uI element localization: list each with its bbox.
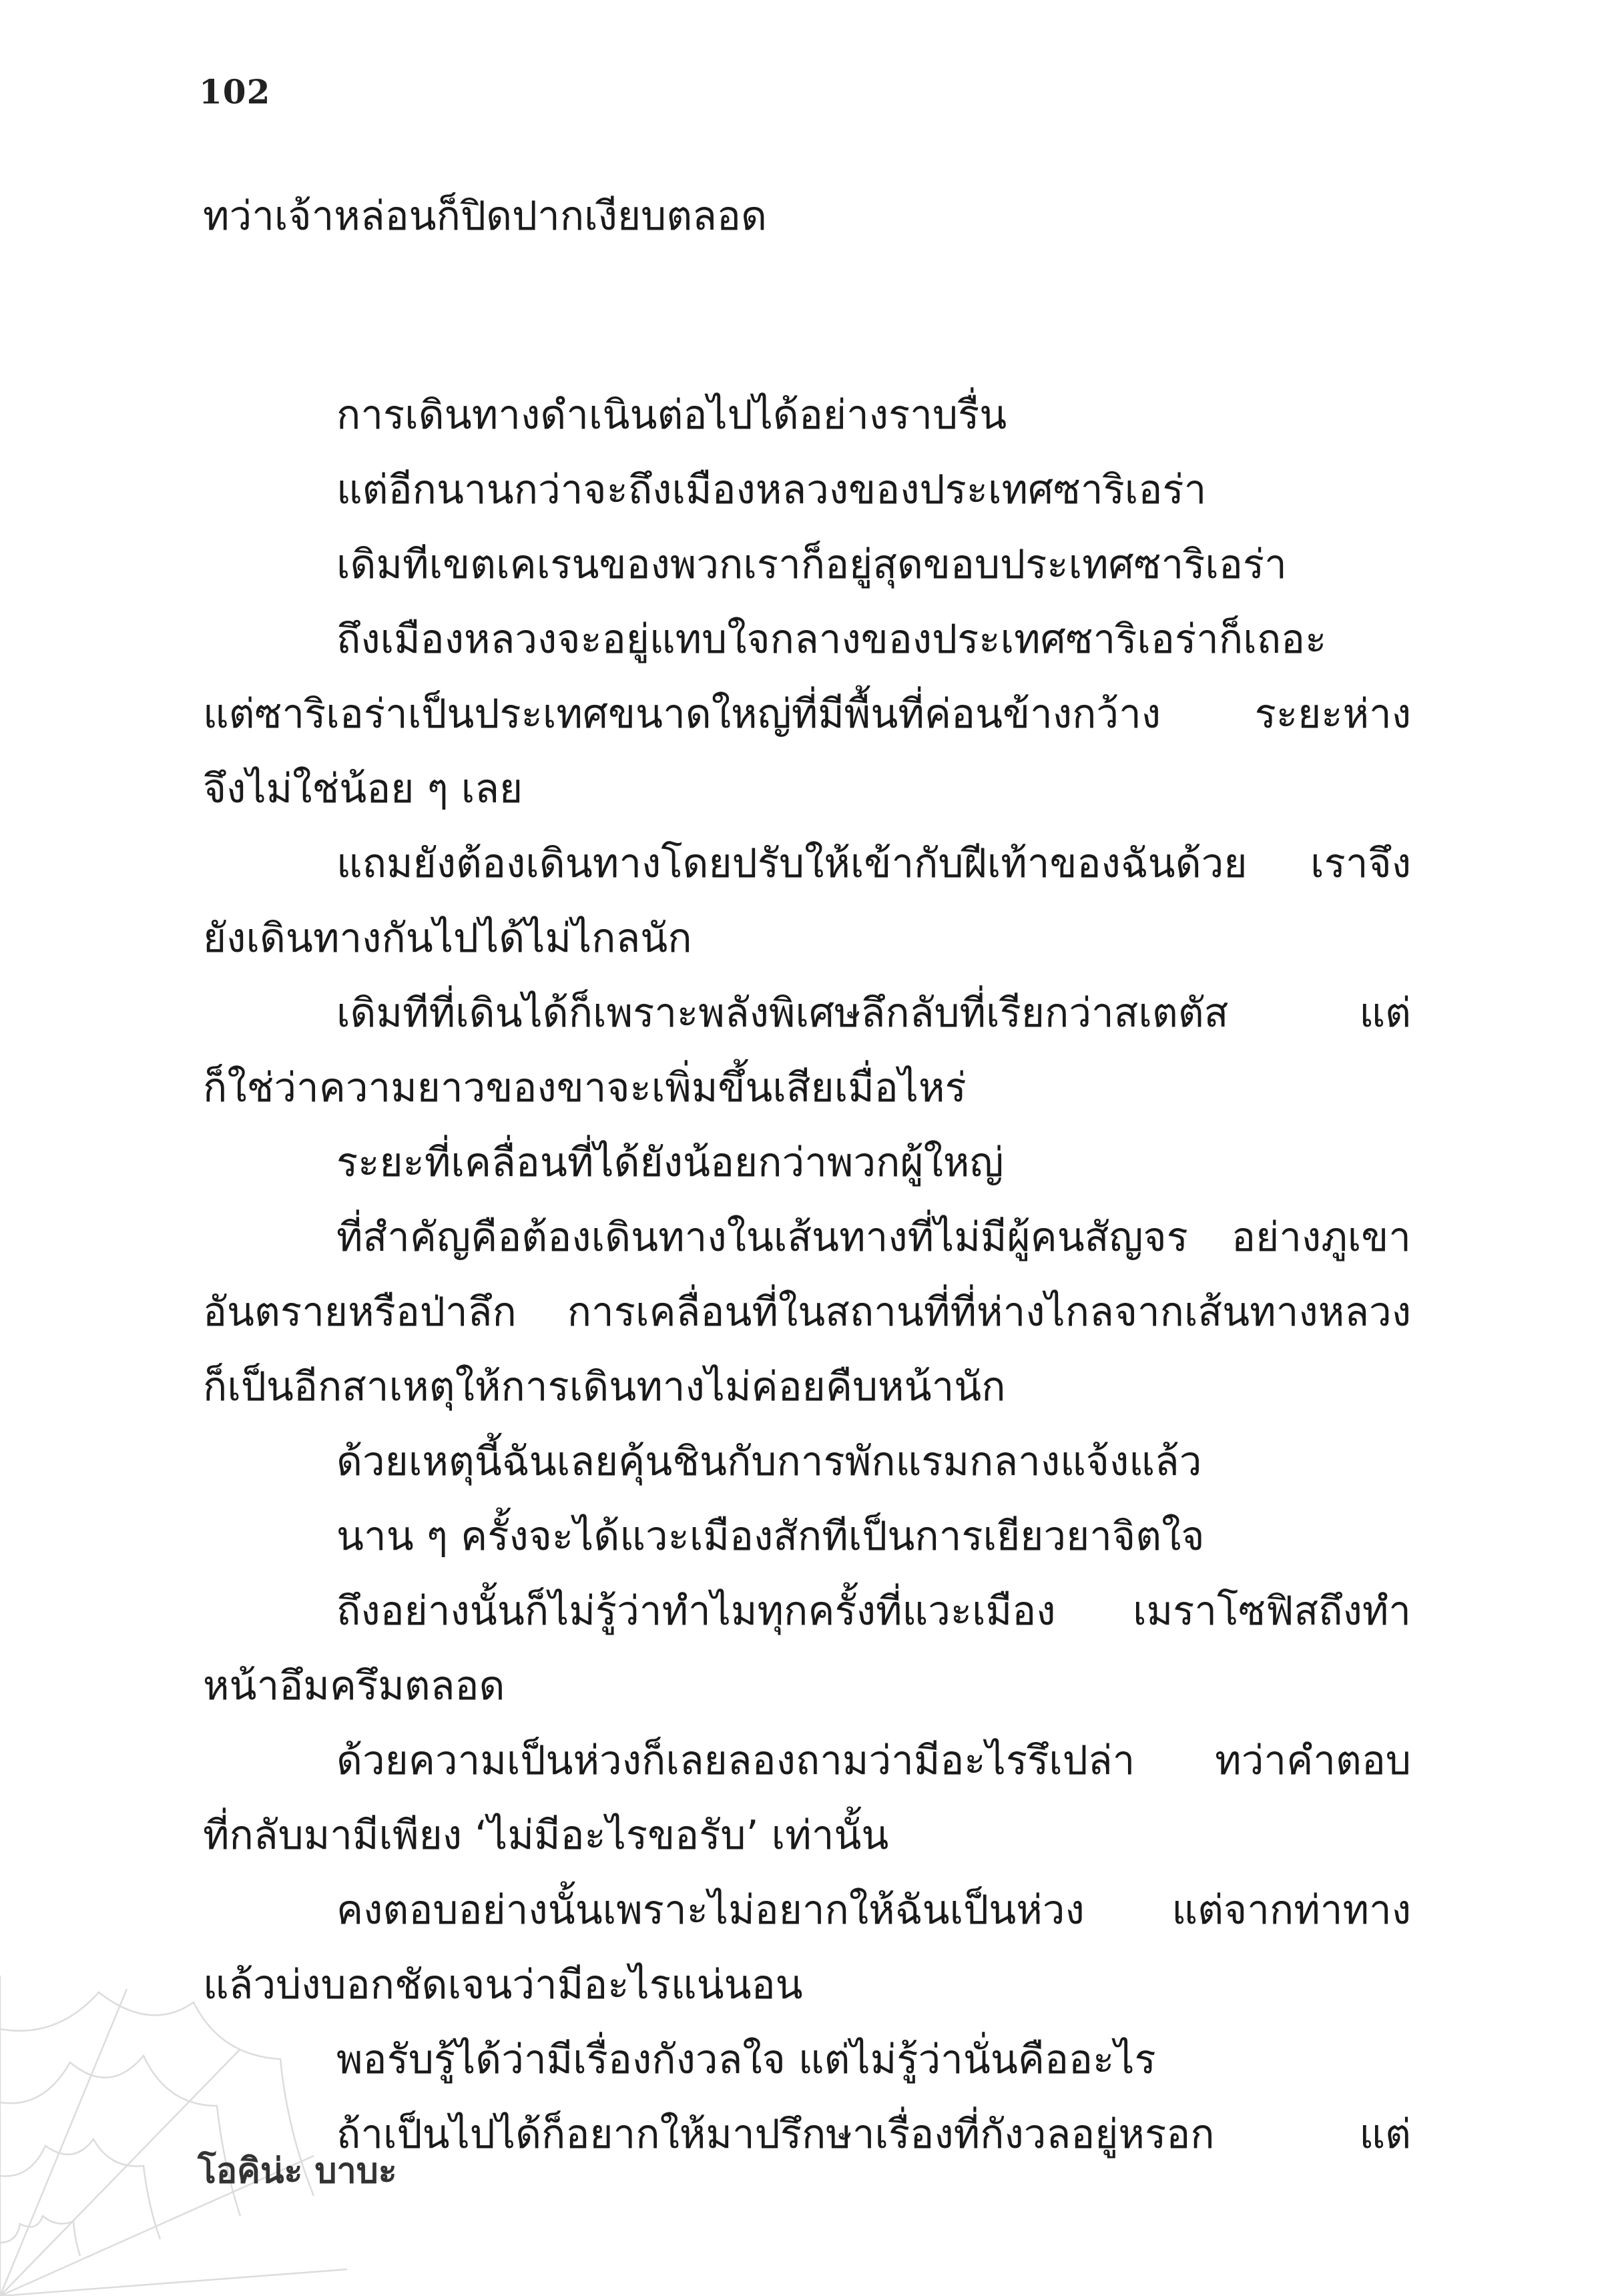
text-line: ถึงเมืองหลวงจะอยู่แทบใจกลางของประเทศซาริเอร่าก็เถอะ bbox=[336, 616, 1327, 663]
text-line: พอรับรู้ได้ว่ามีเรื่องกังวลใจ แต่ไม่รู้ว่านั่นคืออะไร bbox=[336, 2036, 1156, 2083]
text-line: ระยะที่เคลื่อนที่ได้ยังน้อยกว่าพวกผู้ใหญ่ bbox=[336, 1139, 1004, 1186]
text-line: แต่อีกนานกว่าจะถึงเมืองหลวงของประเทศซาริเอร่า bbox=[336, 467, 1207, 513]
text-line: ที่สำคัญคือต้องเดินทางในเส้นทางที่ไม่มีผู้คนสัญจร อย่างภูเขา bbox=[336, 1214, 1411, 1261]
text-line: หน้าอึมครึมตลอด bbox=[203, 1663, 505, 1709]
text-line: ก็ใช่ว่าความยาวของขาจะเพิ่มขึ้นเสียเมื่อไหร่ bbox=[203, 1065, 967, 1111]
text-line: เดิมทีเขตเคเรนของพวกเราก็อยู่สุดขอบประเทศซาริเอร่า bbox=[336, 541, 1287, 588]
body-text bbox=[203, 179, 1411, 2172]
text-line: ด้วยเหตุนี้ฉันเลยคุ้นชินกับการพักแรมกลางแจ้งแล้ว bbox=[336, 1438, 1202, 1485]
text-line: แต่ซาริเอร่าเป็นประเทศขนาดใหญ่ที่มีพื้นที่ค่อนข้างกว้าง ระยะห่าง bbox=[203, 691, 1411, 738]
text-line: ที่กลับมามีเพียง ‘ไม่มีอะไรขอรับ’ เท่านั้น bbox=[203, 1812, 889, 1859]
page-number: 102 bbox=[199, 72, 271, 111]
text-line: นาน ๆ ครั้งจะได้แวะเมืองสักทีเป็นการเยียวยาจิตใจ bbox=[336, 1513, 1205, 1560]
text-line: ยังเดินทางกันไปได้ไม่ไกลนัก bbox=[203, 915, 692, 962]
text-line: แถมยังต้องเดินทางโดยปรับให้เข้ากับฝีเท้าของฉันด้วย เราจึง bbox=[336, 840, 1411, 887]
text-line: แล้วบ่งบอกชัดเจนว่ามีอะไรแน่นอน bbox=[203, 1962, 803, 2008]
text-line: ก็เป็นอีกสาเหตุให้การเดินทางไม่ค่อยคืบหน้านัก bbox=[203, 1364, 1006, 1410]
text-line: ทว่าเจ้าหล่อนก็ปิดปากเงียบตลอด bbox=[203, 193, 767, 240]
text-line: ด้วยความเป็นห่วงก็เลยลองถามว่ามีอะไรรึเปล่า ทว่าคำตอบ bbox=[336, 1737, 1411, 1784]
text-line: เดิมทีที่เดินได้ก็เพราะพลังพิเศษลึกลับที่เรียกว่าสเตตัส แต่ bbox=[336, 990, 1411, 1037]
text-line: อันตรายหรือป่าลึก การเคลื่อนที่ในสถานที่ที่ห่างไกลจากเส้นทางหลวง bbox=[203, 1289, 1411, 1336]
spider-web-decoration bbox=[0, 1976, 347, 2296]
author-name: โอคิน่ะ บาบะ bbox=[198, 2151, 397, 2191]
text-line: จึงไม่ใช่น้อย ๆ เลย bbox=[203, 766, 523, 812]
text-line: ถึงอย่างนั้นก็ไม่รู้ว่าทำไมทุกครั้งที่แวะเมือง เมราโซฟิสถึงทำ bbox=[336, 1588, 1411, 1635]
text-line: ถ้าเป็นไปได้ก็อยากให้มาปรึกษาเรื่องที่กังวลอยู่หรอก แต่ bbox=[336, 2111, 1411, 2158]
text-line: การเดินทางดำเนินต่อไปได้อย่างราบรื่น bbox=[336, 392, 1007, 439]
text-line: คงตอบอย่างนั้นเพราะไม่อยากให้ฉันเป็นห่วง แต่จากท่าทาง bbox=[336, 1887, 1411, 1934]
